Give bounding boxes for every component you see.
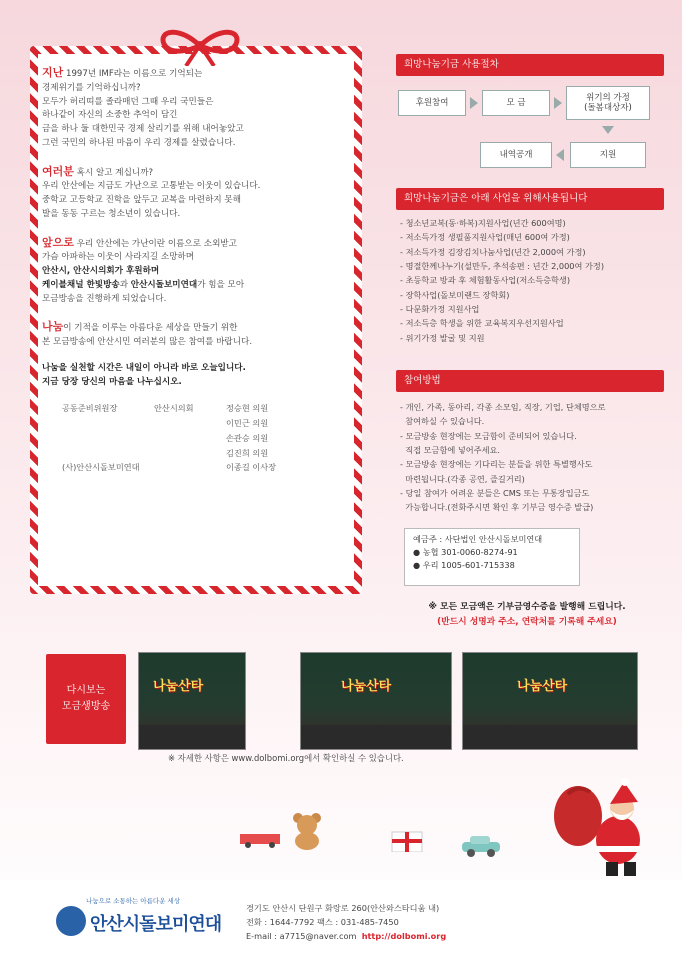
list-item: - 위기가정 발굴 및 지원 (400, 331, 660, 345)
projects-header: 희망나눔기금은 아래 사업을 위해사용됩니다 (396, 188, 664, 210)
lead-word: 앞으로 (42, 235, 74, 249)
step-crisis-family: 위기의 가정 (돌봄대상자) (566, 86, 650, 120)
arrow-right-icon (554, 97, 562, 109)
org-logo: 나눔으로 소통하는 아름다운 세상 안산시돌보미연대 (56, 902, 256, 946)
participation-header: 참여방법 (396, 370, 664, 392)
broadcast-photo[interactable]: 나눔산타 (462, 652, 638, 750)
list-item: - 청소년교복(동·하복)지원사업(년간 600여명) (400, 216, 660, 230)
letter-body (42, 64, 292, 475)
list-item: - 다문화가정 지원사업 (400, 302, 660, 316)
procedure-header: 희망나눔기금 사용절차 (396, 54, 664, 76)
teddy-bear-icon (290, 812, 324, 850)
lead-word: 여러분 (42, 164, 74, 178)
step-support: 지원 (570, 142, 646, 168)
contact-info: 경기도 안산시 단원구 화랑로 260(안산와스타디움 내) 전화 : 1644-7792 팩스 : 031-485-7450 E-mail : a7715@naver.com http://dolbomi.org (246, 903, 447, 941)
step-disclosure: 내역공개 (480, 142, 552, 168)
step-donation: 후원참여 (398, 90, 466, 116)
list-item: - 장학사업(돌보미랜드 장학회) (400, 288, 660, 302)
list-item: - 명절한께나누기(설만두, 추석송편 : 년간 2,000여 가정) (400, 259, 660, 273)
list-item: - 저소득가정 김장김치나눔사업(년간 2,000여 가정) (400, 245, 660, 259)
letter-paragraph-2: 여러분 혹시 알고 계십니까? 우리 안산에는 지금도 가난으로 고통받는 이웃이 있습니다. 중학교 고등학교 진학을 앞두고 교복을 마련하지 못해 발을 동동 구르는 청소년이 있습니다. (42, 164, 261, 219)
footer (0, 880, 682, 960)
toy-train-icon (240, 830, 280, 848)
account-item: ● 농협 301-0060-8274-91 (413, 547, 518, 558)
letter-paragraph-1: 지난 1997년 IMF라는 이름으로 기억되는 경제위기를 기억하십니까? 모두가 허리띠를 졸라매던 그때 우리 국민들은 하나같이 자신의 소중한 추억이 담긴 금을 하나 둘 대한민국 경제 살리기를 위해 내어놓았고 그런 국민의 하나된 마음이 우리 경제를 살렸습니다. (42, 66, 244, 148)
ribbon-bow-icon (150, 26, 250, 66)
account-item: ● 우리 1005-601-715338 (413, 560, 515, 571)
list-item: - 초등학교 방과 후 체험활동사업(저소득층학생) (400, 273, 660, 287)
arrow-left-icon (556, 149, 564, 161)
santa-icon (548, 770, 658, 880)
receipt-notice: ※ 모든 모금액은 기부금영수증을 발행해 드립니다. (반드시 성명과 주소, 연락처를 기록해 주세요) (428, 602, 626, 627)
list-item: - 모금방송 현장에는 기다리는 분들을 위한 특별행사도 마련됩니다.(각종 공연, 즐길거리) (400, 457, 660, 486)
lead-word: 지난 (42, 66, 64, 79)
bank-account-box: 예금주 : 사단법인 안산시돌보미연대 ● 농협 301-0060-8274-91 ● 우리 1005-601-715338 (404, 528, 580, 586)
letter-paragraph-3: 앞으로 우리 안산에는 가난이란 이름으로 소외받고 가슴 아파하는 이웃이 사라지길 소망하며 안산시, 안산시의회가 후원하며 케이블채널 한빛방송과 안산시돌보미연대가 힘을 모아 모금방송을 진행하게 되었습니다. (42, 235, 245, 304)
list-item: - 모금방송 현장에는 모금함이 준비되어 있습니다. 직접 모금함에 넣어주세요. (400, 429, 660, 458)
broadcast-photo[interactable]: 나눔산타 (300, 652, 452, 750)
procedure-flow (396, 84, 656, 174)
arrow-down-icon (602, 126, 614, 134)
projects-list (400, 216, 660, 345)
photo-note: ※ 자세한 사항은 www.dolbomi.org에서 확인하실 수 있습니다. (168, 753, 404, 763)
broadcast-photo[interactable]: 나눔산타 (138, 652, 246, 750)
toy-car-icon (460, 834, 502, 858)
list-item: - 개인, 가족, 동아리, 각종 소모임, 직장, 기업, 단체명으로 참여하실 수 있습니다. (400, 400, 660, 429)
heart-hands-icon (56, 906, 86, 936)
website-link[interactable]: http://dolbomi.org (361, 930, 447, 941)
rewatch-broadcast-button[interactable]: 다시보는 모금생방송 (46, 654, 126, 744)
list-item: - 당일 참여가 어려운 분들은 CMS 또는 무통장입금도 가능합니다.(전화주시면 확인 후 기부금 영수증 발급) (400, 486, 660, 515)
participation-list (400, 400, 660, 515)
gift-box-icon (390, 826, 424, 852)
lead-word: 나눔 (42, 320, 64, 334)
letter-paragraph-4: 나눔이 기적을 이루는 아름다운 세상을 만들기 위한 본 모금방송에 안산시민 여러분의 많은 참여를 바랍니다. (42, 320, 253, 347)
signatures: 공동준비위원장 안산시의회 정승현 의원 이민근 의원 손관승 의원 김진희 의원 (사)안산시돌보미연대 이종길 이사장 (62, 403, 277, 473)
letter-closing: 나눔을 실천할 시간은 내일이 아니라 바로 오늘입니다. 지금 당장 당신의 마음을 나누십시오. (42, 362, 246, 387)
arrow-right-icon (470, 97, 478, 109)
step-fundraising: 모 금 (482, 90, 550, 116)
list-item: - 저소득층 학생을 위한 교육복지우선지원사업 (400, 316, 660, 330)
list-item: - 저소득가정 생필품지원사업(매년 600여 가정) (400, 230, 660, 244)
